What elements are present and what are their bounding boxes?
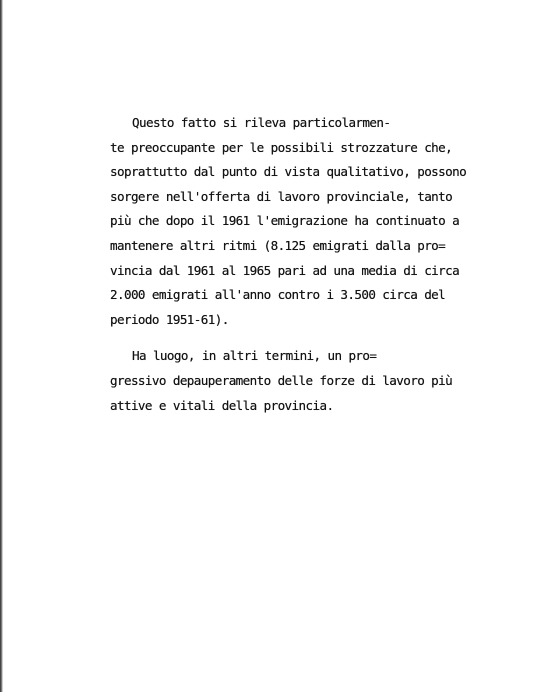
scan-edge-shadow (0, 0, 3, 692)
text-line: periodo 1951-61). (110, 311, 229, 327)
text-line: gressivo depauperamento delle forze di lavoro più (110, 372, 453, 388)
text-line: sorgere nell'offerta di lavoro provinciale, tanto (110, 188, 453, 204)
text-line: te preoccupante per le possibili strozzature che, (110, 139, 453, 155)
text-line: Ha luogo, in altri termini, un pro= (132, 348, 377, 364)
text-line: Questo fatto si rileva particolarmen- (132, 115, 391, 130)
text-line: più che dopo il 1961 l'emigrazione ha continuato a (110, 213, 460, 229)
text-line: 2.000 emigrati all'anno contro i 3.500 circa del (110, 287, 446, 303)
text-line: attive e vitali della provincia. (110, 397, 334, 413)
paragraph-spacer (110, 332, 445, 344)
text-line: soprattutto dal punto di vista qualitativo, possono (110, 164, 467, 180)
paragraph-1 (110, 111, 467, 332)
paragraph-2 (110, 344, 453, 418)
text-line: mantenere altri ritmi (8.125 emigrati dalla pro= (110, 237, 446, 253)
typed-text-block (110, 111, 467, 418)
text-line: vincia dal 1961 al 1965 pari ad una media di circa (110, 262, 460, 278)
